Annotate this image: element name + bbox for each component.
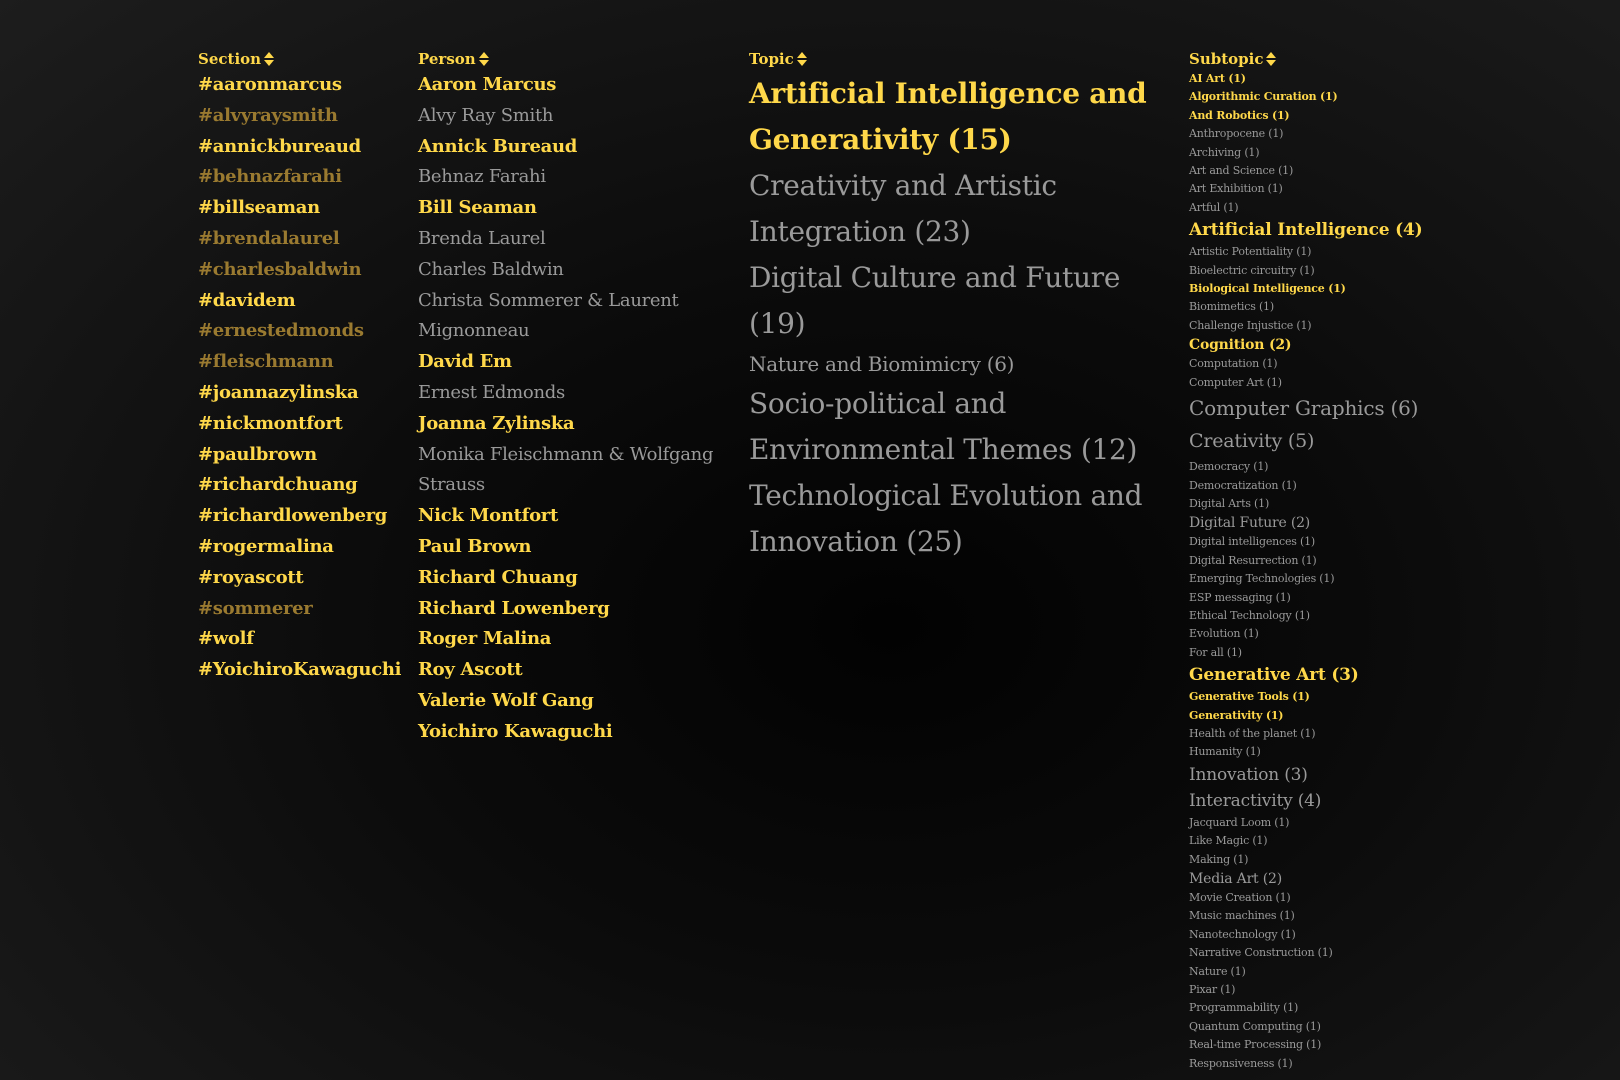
person-link[interactable]: Ernest Edmonds <box>418 381 565 403</box>
person-sort-header[interactable] <box>418 48 738 70</box>
subtopic-link[interactable]: Digital Resurrection (1) <box>1189 553 1317 567</box>
topic-list <box>749 71 1169 565</box>
subtopic-link[interactable]: ESP messaging (1) <box>1189 590 1291 604</box>
section-link[interactable]: #alvyraysmith <box>198 104 338 126</box>
subtopic-link[interactable]: Cognition (2) <box>1189 337 1292 354</box>
subtopic-link[interactable]: Pixar (1) <box>1189 983 1236 997</box>
subtopic-link[interactable]: Quantum Computing (1) <box>1189 1019 1321 1033</box>
subtopic-link[interactable]: Evolution (1) <box>1189 627 1259 641</box>
subtopic-link[interactable]: Democratization (1) <box>1189 478 1297 492</box>
subtopic-link[interactable]: Generative Art (3) <box>1189 665 1359 686</box>
topic-link[interactable]: Artificial Intelligence and Generativity (15) <box>749 77 1147 156</box>
section-link[interactable]: #aaronmarcus <box>198 74 342 95</box>
section-link[interactable]: #annickbureaud <box>198 135 361 157</box>
topic-link[interactable]: Socio-political and Environmental Themes (12) <box>749 387 1138 466</box>
subtopic-link[interactable]: Making (1) <box>1189 852 1249 866</box>
subtopic-link[interactable]: Artistic Potentiality (1) <box>1189 245 1312 259</box>
subtopic-link[interactable]: Emerging Technologies (1) <box>1189 572 1335 586</box>
subtopic-link[interactable]: Artful (1) <box>1189 200 1239 214</box>
subtopic-link[interactable]: Like Magic (1) <box>1189 834 1268 848</box>
sort-icon[interactable] <box>264 51 274 67</box>
section-link[interactable]: #billseaman <box>198 197 320 219</box>
section-link[interactable]: #richardchuang <box>198 474 358 496</box>
person-link[interactable]: Christa Sommerer & Laurent Mignonneau <box>418 289 679 342</box>
subtopic-link[interactable]: Biomimetics (1) <box>1189 300 1274 314</box>
topic-column <box>749 48 1169 565</box>
subtopic-link[interactable]: Democracy (1) <box>1189 460 1269 474</box>
section-link[interactable]: #paulbrown <box>198 443 317 465</box>
section-sort-header[interactable] <box>198 48 403 70</box>
topic-link[interactable]: Technological Evolution and Innovation (25) <box>749 479 1143 558</box>
person-link[interactable]: Valerie Wolf Gang <box>418 689 594 711</box>
topic-link[interactable]: Digital Culture and Future (19) <box>749 261 1121 340</box>
subtopic-link[interactable]: Programmability (1) <box>1189 1001 1299 1015</box>
topic-sort-header[interactable] <box>749 48 1169 70</box>
subtopic-link[interactable]: Real-time Processing (1) <box>1189 1038 1322 1052</box>
person-link[interactable]: Roy Ascott <box>418 659 523 681</box>
topic-link[interactable]: Creativity and Artistic Integration (23) <box>749 169 1057 248</box>
subtopic-link[interactable]: Music machines (1) <box>1189 909 1295 923</box>
person-link[interactable]: Nick Montfort <box>418 505 558 527</box>
sort-icon[interactable] <box>479 51 489 67</box>
subtopic-link[interactable]: Computer Art (1) <box>1189 375 1282 389</box>
section-link[interactable]: #royascott <box>198 566 304 588</box>
subtopic-link[interactable]: Computation (1) <box>1189 357 1278 371</box>
person-link[interactable]: Roger Malina <box>418 628 552 650</box>
person-link[interactable]: Alvy Ray Smith <box>418 104 554 126</box>
section-link[interactable]: #joannazylinska <box>198 381 359 403</box>
person-link[interactable]: Monika Fleischmann & Wolfgang Strauss <box>418 443 714 496</box>
subtopic-sort-header[interactable] <box>1189 48 1609 70</box>
person-link[interactable]: Behnaz Farahi <box>418 166 546 188</box>
subtopic-link[interactable]: Movie Creation (1) <box>1189 891 1291 904</box>
section-link[interactable]: #rogermalina <box>198 535 334 557</box>
subtopic-link[interactable]: Responsiveness (1) <box>1189 1056 1293 1070</box>
subtopic-column <box>1189 48 1609 1073</box>
subtopic-list <box>1189 70 1609 1073</box>
sort-icon[interactable] <box>1266 51 1276 67</box>
topic-header-label: Topic <box>749 50 794 68</box>
subtopic-link[interactable]: AI Art (1) <box>1189 72 1246 85</box>
subtopic-link[interactable]: Artificial Intelligence (4) <box>1189 220 1423 241</box>
subtopic-link[interactable]: Digital Future (2) <box>1189 515 1311 532</box>
section-link[interactable]: #YoichiroKawaguchi <box>198 659 402 681</box>
subtopic-link[interactable]: Generative Tools (1) <box>1189 690 1310 704</box>
subtopic-link[interactable]: Generativity (1) <box>1189 708 1284 722</box>
subtopic-link[interactable]: Art and Science (1) <box>1189 164 1294 178</box>
section-link[interactable]: #ernestedmonds <box>198 320 364 342</box>
section-header-label: Section <box>198 50 262 68</box>
person-link[interactable]: Paul Brown <box>418 535 532 557</box>
subtopic-link[interactable]: Jacquard Loom (1) <box>1189 815 1290 829</box>
person-link[interactable]: Bill Seaman <box>418 197 537 219</box>
section-list <box>198 70 403 686</box>
subtopic-link[interactable]: Anthropocene (1) <box>1189 127 1284 141</box>
person-link[interactable]: David Em <box>418 351 512 373</box>
topic-link[interactable]: Nature and Biomimicry (6) <box>749 352 1015 376</box>
person-link[interactable]: Aaron Marcus <box>418 74 557 95</box>
subtopic-link[interactable]: Ethical Technology (1) <box>1189 608 1310 622</box>
person-link[interactable]: Annick Bureaud <box>418 135 578 157</box>
section-link[interactable]: #fleischmann <box>198 351 334 373</box>
subtopic-link[interactable]: Nature (1) <box>1189 964 1246 978</box>
subtopic-link[interactable]: Biological Intelligence (1) <box>1189 282 1346 296</box>
person-link[interactable]: Joanna Zylinska <box>418 412 575 434</box>
section-link[interactable]: #wolf <box>198 628 254 650</box>
person-list <box>418 70 738 748</box>
person-link[interactable]: Yoichiro Kawaguchi <box>418 720 613 742</box>
person-link[interactable]: Charles Baldwin <box>418 258 564 280</box>
subtopic-link[interactable]: Narrative Construction (1) <box>1189 946 1333 960</box>
subtopic-link[interactable]: Challenge Injustice (1) <box>1189 318 1312 332</box>
subtopic-link[interactable]: Nanotechnology (1) <box>1189 927 1296 941</box>
section-link[interactable]: #sommerer <box>198 597 313 619</box>
person-header-label: Person <box>418 50 476 68</box>
section-link[interactable]: #nickmontfort <box>198 412 343 434</box>
subtopic-link[interactable]: Art Exhibition (1) <box>1189 182 1283 196</box>
section-link[interactable]: #behnazfarahi <box>198 166 342 188</box>
subtopic-link[interactable]: Digital intelligences (1) <box>1189 535 1316 549</box>
person-link[interactable]: Richard Lowenberg <box>418 597 610 619</box>
person-link[interactable]: Brenda Laurel <box>418 227 546 249</box>
subtopic-link[interactable]: Archiving (1) <box>1189 145 1260 159</box>
section-link[interactable]: #brendalaurel <box>198 227 340 249</box>
sort-icon[interactable] <box>797 51 807 67</box>
subtopic-link[interactable]: Creativity (5) <box>1189 430 1315 453</box>
person-link[interactable]: Richard Chuang <box>418 566 578 588</box>
subtopic-link[interactable]: Algorithmic Curation (1) <box>1189 90 1338 104</box>
subtopic-link[interactable]: Digital Arts (1) <box>1189 496 1270 510</box>
section-link[interactable]: #davidem <box>198 289 296 311</box>
subtopic-link[interactable]: Humanity (1) <box>1189 745 1261 759</box>
section-link[interactable]: #richardlowenberg <box>198 505 388 527</box>
subtopic-header-label: Subtopic <box>1189 50 1264 68</box>
subtopic-link[interactable]: Interactivity (4) <box>1189 790 1322 811</box>
person-column <box>418 48 738 748</box>
subtopic-link[interactable]: And Robotics (1) <box>1189 108 1290 122</box>
subtopic-link[interactable]: Health of the planet (1) <box>1189 726 1316 740</box>
section-column <box>198 48 403 686</box>
subtopic-link[interactable]: Computer Graphics (6) <box>1189 396 1419 421</box>
subtopic-link[interactable]: Innovation (3) <box>1189 764 1308 785</box>
subtopic-link[interactable]: Bioelectric circuitry (1) <box>1189 263 1315 277</box>
section-link[interactable]: #charlesbaldwin <box>198 258 362 280</box>
subtopic-link[interactable]: For all (1) <box>1189 645 1242 659</box>
subtopic-link[interactable]: Media Art (2) <box>1189 871 1282 887</box>
